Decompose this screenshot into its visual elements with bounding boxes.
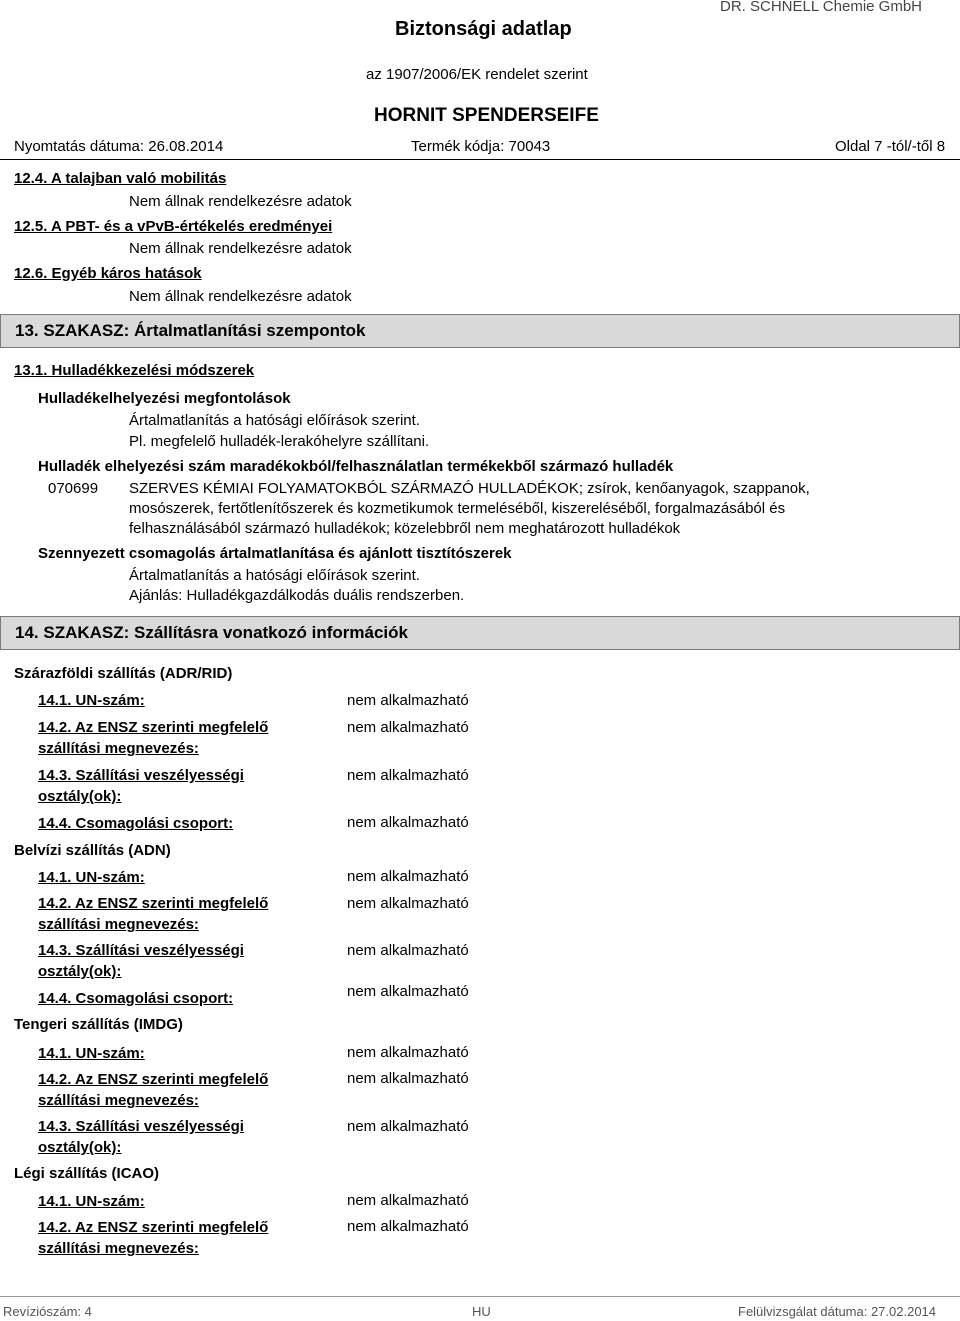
s12-4-heading: 12.4. A talajban való mobilitás (14, 170, 227, 187)
packaging-line-1: Ártalmatlanítás a hatósági előírások szerint. (129, 567, 420, 584)
adn-class-value: nem alkalmazható (347, 942, 469, 959)
page-number: Oldal 7 -tól/-től 8 (835, 138, 946, 155)
footer-divider (0, 1296, 960, 1297)
adr-class-value: nem alkalmazható (347, 767, 469, 784)
imdg-un-value: nem alkalmazható (347, 1044, 469, 1061)
imdg-name-label-1: 14.2. Az ENSZ szerinti megfelelő (38, 1071, 269, 1088)
icao-un-value: nem alkalmazható (347, 1192, 469, 1209)
section-14-bar (0, 616, 960, 650)
s12-5-text: Nem állnak rendelkezésre adatok (129, 240, 352, 257)
waste-desc-1: SZERVES KÉMIAI FOLYAMATOKBÓL SZÁRMAZÓ HULLADÉKOK; zsírok, kenőanyagok, szappanok, (129, 480, 810, 497)
language-code: HU (472, 1304, 491, 1319)
section-13-bar (0, 314, 960, 348)
disposal-line-1: Ártalmatlanítás a hatósági előírások szerint. (129, 412, 420, 429)
print-date: Nyomtatás dátuma: 26.08.2014 (14, 138, 224, 155)
packaging-heading: Szennyezett csomagolás ártalmatlanítása és ajánlott tisztítószerek (38, 545, 512, 562)
imdg-class-value: nem alkalmazható (347, 1118, 469, 1135)
icao-heading: Légi szállítás (ICAO) (14, 1165, 160, 1182)
imdg-name-label-2: szállítási megnevezés: (38, 1092, 199, 1109)
adn-pg-value: nem alkalmazható (347, 983, 469, 1000)
adr-name-value: nem alkalmazható (347, 719, 469, 736)
adr-heading: Szárazföldi szállítás (ADR/RID) (14, 665, 233, 682)
imdg-heading: Tengeri szállítás (IMDG) (14, 1016, 183, 1033)
product-code: Termék kódja: 70043 (411, 138, 551, 155)
waste-desc-2: mosószerek, fertőtlenítőszerek és kozmetikumok termeléséből, kiszereléséből, forgalmazásából és (129, 500, 786, 517)
document-title: Biztonsági adatlap (395, 18, 572, 40)
packaging-line-2: Ajánlás: Hulladékgazdálkodás duális rendszerben. (129, 587, 465, 604)
header-divider (0, 159, 960, 160)
regulation: az 1907/2006/EK rendelet szerint (366, 66, 588, 83)
adn-class-label-1: 14.3. Szállítási veszélyességi (38, 942, 244, 959)
section-14-title: 14. SZAKASZ: Szállításra vonatkozó információk (15, 623, 408, 642)
product-name: HORNIT SPENDERSEIFE (374, 105, 599, 126)
adn-class-label-2: osztály(ok): (38, 963, 122, 980)
revision-number: Revíziószám: 4 (3, 1304, 92, 1319)
imdg-name-value: nem alkalmazható (347, 1070, 469, 1087)
disposal-heading: Hulladékelhelyezési megfontolások (38, 390, 291, 407)
imdg-un-label: 14.1. UN-szám: (38, 1045, 145, 1062)
adr-pg-value: nem alkalmazható (347, 814, 469, 831)
adn-name-label-1: 14.2. Az ENSZ szerinti megfelelő (38, 895, 269, 912)
company-name: DR. SCHNELL Chemie GmbH (720, 0, 922, 15)
adr-pg-label: 14.4. Csomagolási csoport: (38, 815, 234, 832)
adn-un-label: 14.1. UN-szám: (38, 869, 145, 886)
s12-4-text: Nem állnak rendelkezésre adatok (129, 193, 352, 210)
waste-code-heading: Hulladék elhelyezési szám maradékokból/felhasználatlan termékekből származó hulladék (38, 458, 674, 475)
adr-un-value: nem alkalmazható (347, 692, 469, 709)
s12-5-heading: 12.5. A PBT- és a vPvB-értékelés eredményei (14, 218, 333, 235)
review-date: Felülvizsgálat dátuma: 27.02.2014 (738, 1304, 937, 1319)
disposal-line-2: Pl. megfelelő hulladék-lerakóhelyre szállítani. (129, 433, 430, 450)
adr-class-label-1: 14.3. Szállítási veszélyességi (38, 767, 244, 784)
section-13-title: 13. SZAKASZ: Ártalmatlanítási szempontok (15, 321, 366, 340)
icao-name-value: nem alkalmazható (347, 1218, 469, 1235)
adn-pg-label: 14.4. Csomagolási csoport: (38, 990, 234, 1007)
adn-heading: Belvízi szállítás (ADN) (14, 842, 171, 859)
imdg-class-label-1: 14.3. Szállítási veszélyességi (38, 1118, 244, 1135)
s12-6-text: Nem állnak rendelkezésre adatok (129, 288, 352, 305)
adr-name-label-2: szállítási megnevezés: (38, 740, 199, 757)
adn-name-value: nem alkalmazható (347, 895, 469, 912)
adn-un-value: nem alkalmazható (347, 868, 469, 885)
icao-name-label-2: szállítási megnevezés: (38, 1240, 199, 1257)
adr-un-label: 14.1. UN-szám: (38, 692, 145, 709)
icao-un-label: 14.1. UN-szám: (38, 1193, 145, 1210)
icao-name-label-1: 14.2. Az ENSZ szerinti megfelelő (38, 1219, 269, 1236)
s12-6-heading: 12.6. Egyéb káros hatások (14, 265, 202, 282)
imdg-class-label-2: osztály(ok): (38, 1139, 122, 1156)
waste-code: 070699 (48, 480, 99, 497)
s13-1-heading: 13.1. Hulladékkezelési módszerek (14, 362, 255, 379)
adr-class-label-2: osztály(ok): (38, 788, 122, 805)
waste-desc-3: felhasználásából származó hulladékok; közelebbről nem meghatározott hulladékok (129, 520, 681, 537)
adr-name-label-1: 14.2. Az ENSZ szerinti megfelelő (38, 719, 269, 736)
adn-name-label-2: szállítási megnevezés: (38, 916, 199, 933)
